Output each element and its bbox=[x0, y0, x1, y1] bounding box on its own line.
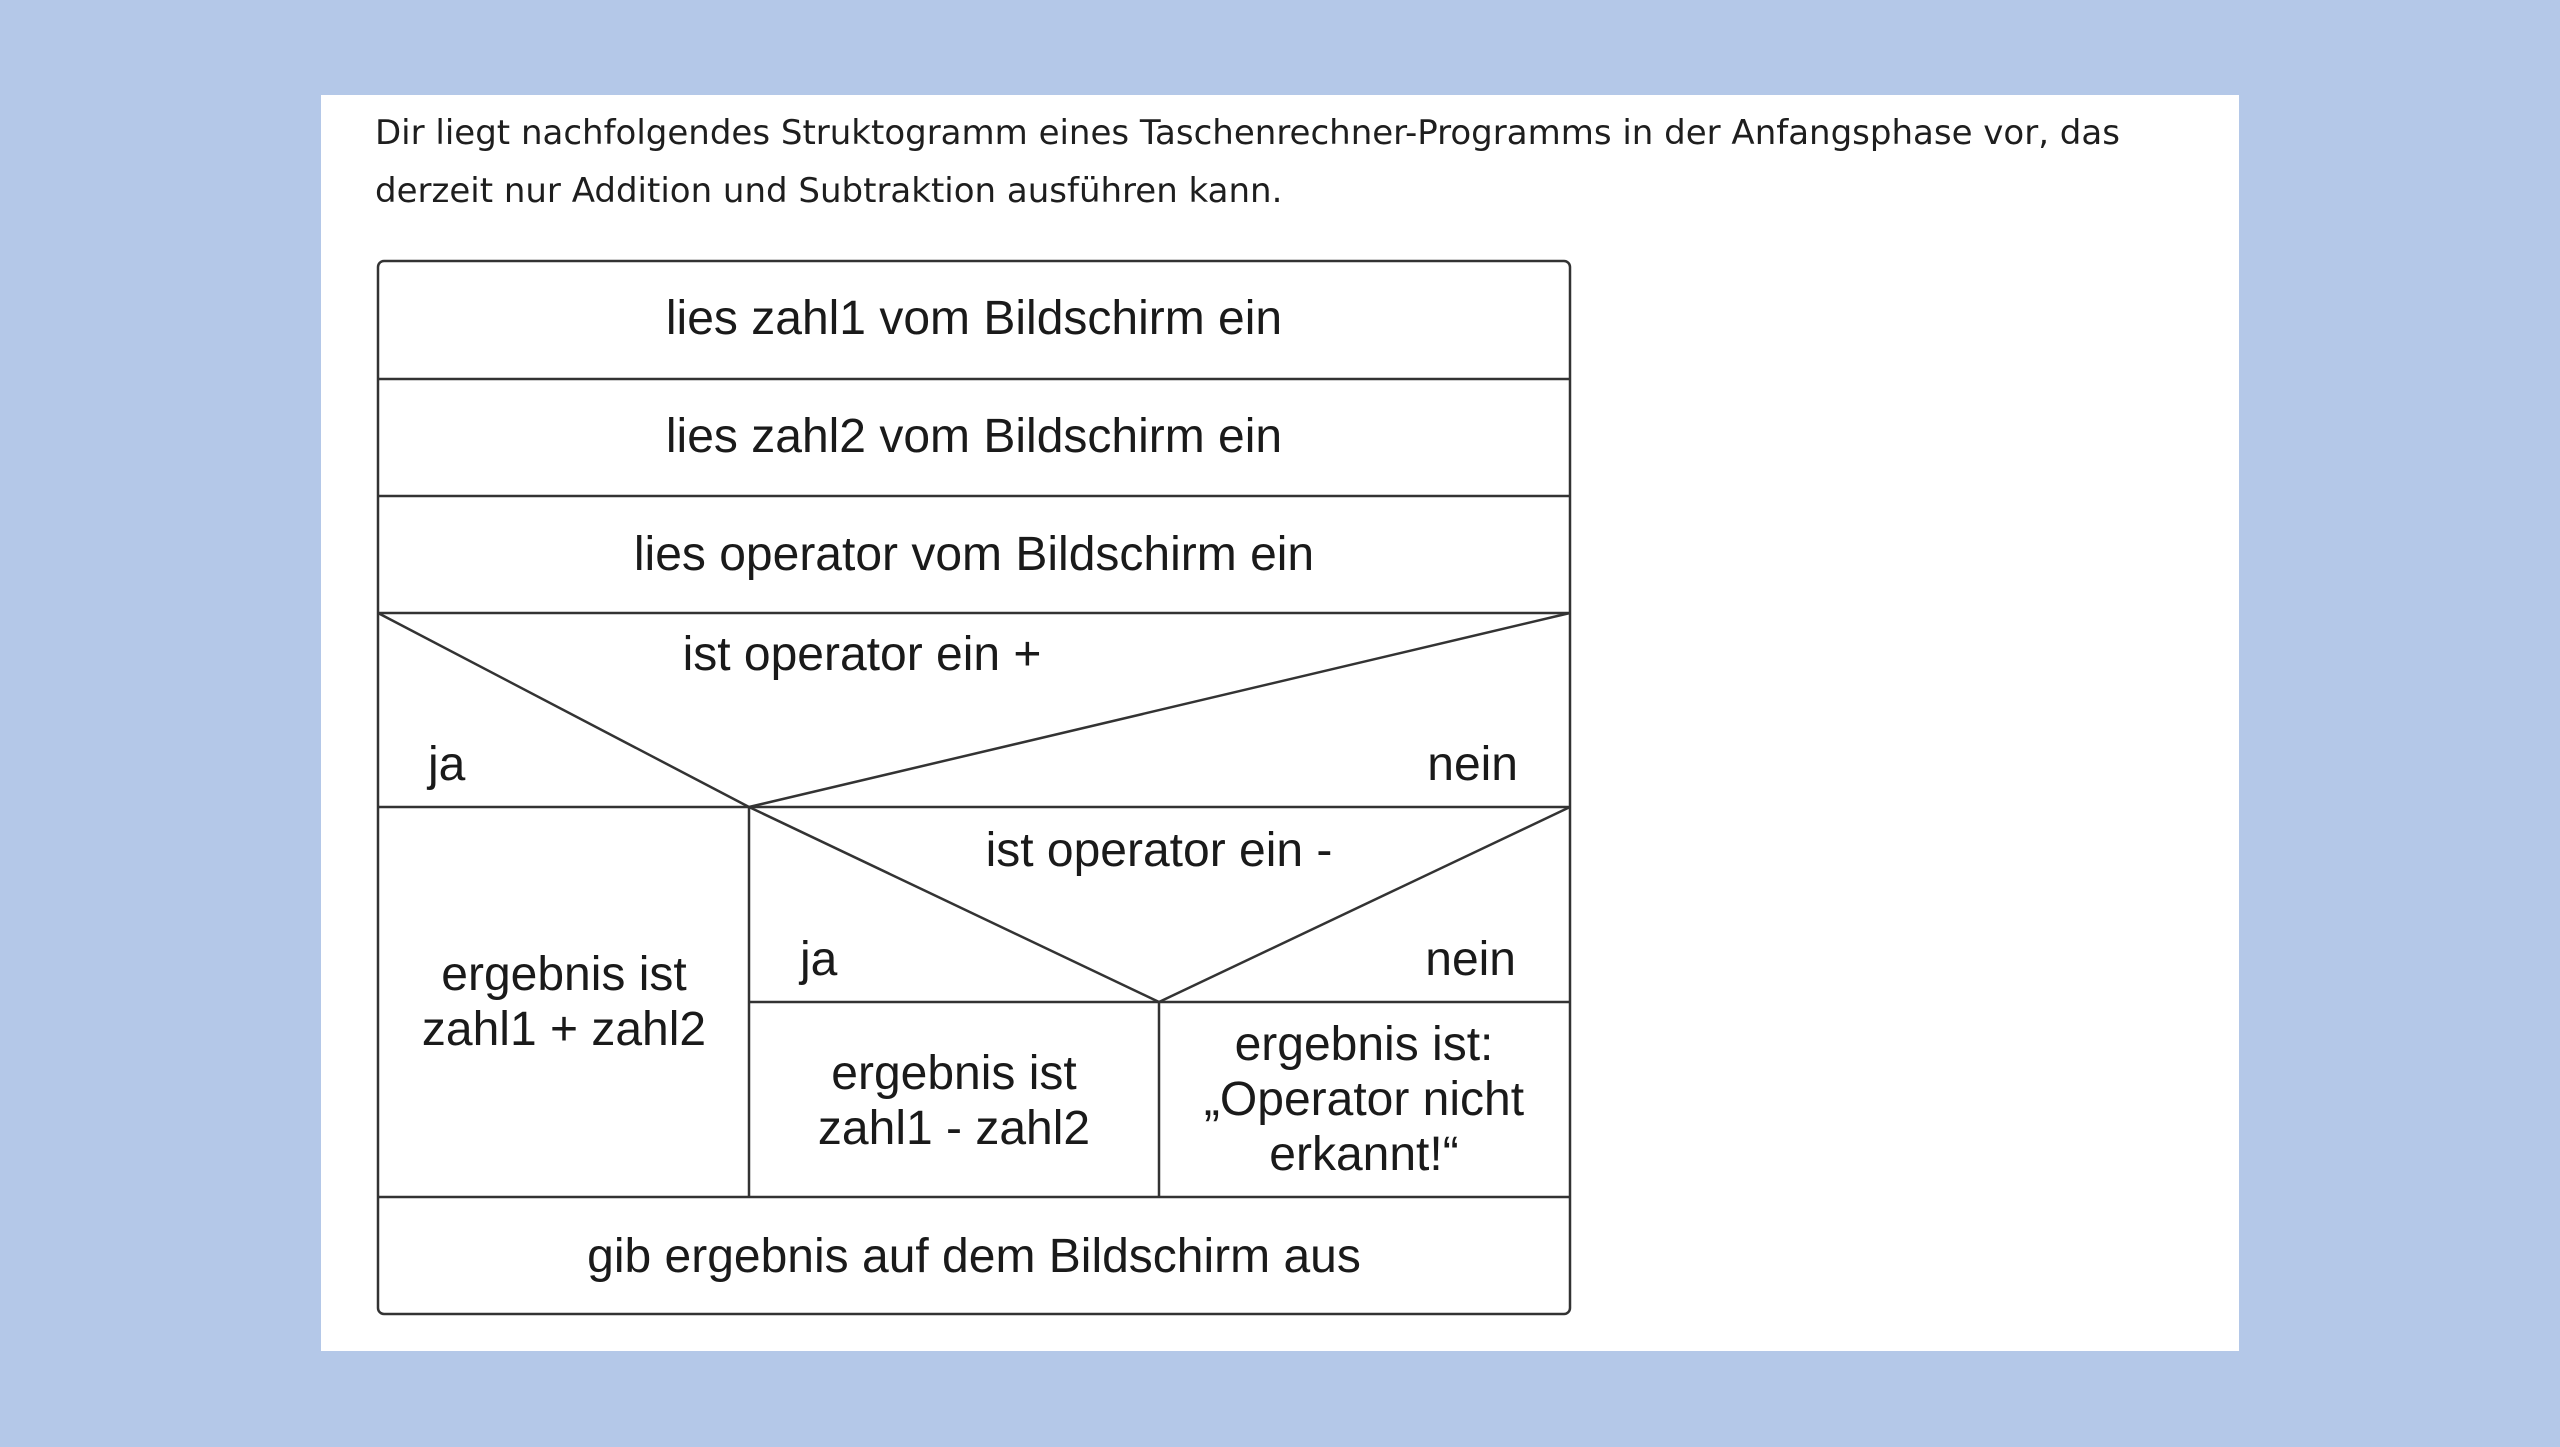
condition2-text: ist operator ein - bbox=[985, 824, 1333, 877]
branch-minus-line-1: ergebnis ist bbox=[831, 1047, 1077, 1100]
branch-plus-line-1: ergebnis ist bbox=[441, 948, 687, 1001]
intro-line-2: derzeit nur Addition und Subtraktion ausführen kann. bbox=[375, 171, 1283, 211]
condition1-no-label: nein bbox=[1427, 738, 1518, 791]
condition1-yes-label: ja bbox=[428, 738, 466, 791]
branch-else-line-2: „Operator nicht bbox=[1203, 1073, 1525, 1126]
condition1-text: ist operator ein + bbox=[682, 628, 1042, 681]
condition2-no-label: nein bbox=[1425, 933, 1516, 986]
intro-line-1: Dir liegt nachfolgendes Struktogramm eines Taschenrechner-Programms in der Anfangsphase vor, das bbox=[375, 113, 2120, 153]
branch-else-line-1: ergebnis ist: bbox=[1234, 1018, 1494, 1071]
step-read-zahl1: lies zahl1 vom Bildschirm ein bbox=[665, 292, 1283, 345]
branch-plus-line-2: zahl1 + zahl2 bbox=[421, 1003, 707, 1056]
condition2-yes-label: ja bbox=[800, 933, 838, 986]
branch-minus-line-2: zahl1 - zahl2 bbox=[817, 1102, 1091, 1155]
branch-else-line-3: erkannt!“ bbox=[1269, 1128, 1459, 1181]
step-read-zahl2: lies zahl2 vom Bildschirm ein bbox=[665, 410, 1283, 463]
step-read-operator: lies operator vom Bildschirm ein bbox=[633, 528, 1315, 581]
step-output-result: gib ergebnis auf dem Bildschirm aus bbox=[587, 1230, 1361, 1283]
